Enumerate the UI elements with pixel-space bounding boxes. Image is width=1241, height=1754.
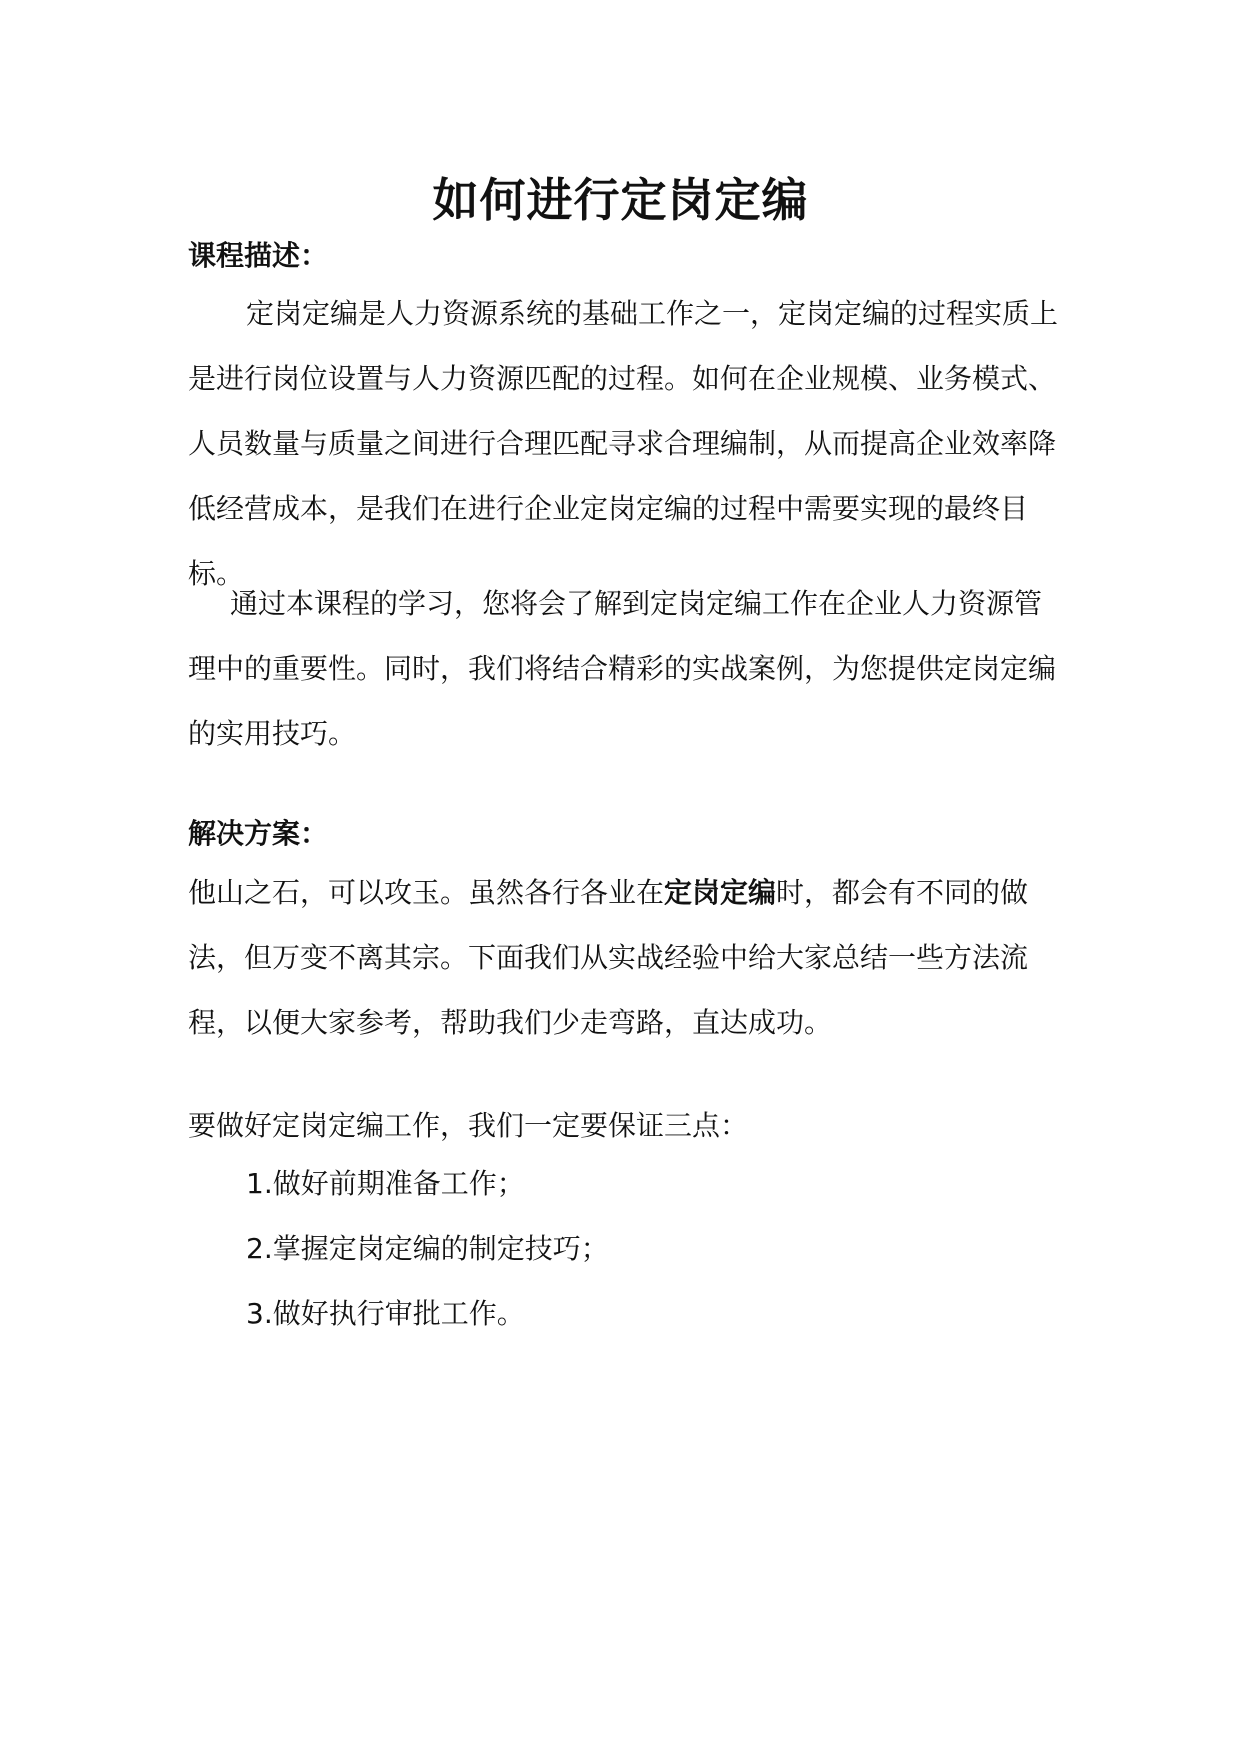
course-paragraph-2-block (188, 571, 1064, 766)
list-item: 2.掌握定岗定编的制定技巧； (246, 1232, 609, 1265)
course-heading: 课程描述： (188, 239, 329, 272)
solution-text-before: 他山之石，可以攻玉。虽然各行各业在 (188, 876, 665, 909)
solution-paragraph (188, 860, 1064, 1055)
course-section (188, 236, 1064, 276)
document-title: 如何进行定岗定编 (432, 173, 809, 227)
solution-heading: 解决方案： (188, 817, 329, 850)
list-item: 1.做好前期准备工作； (246, 1167, 525, 1200)
solution-text-after: 时，都会有不同的做法，但万变不离其宗。下面我们从实战经验中给大家总结一些方法流程，以便大家参考，帮助我们少走弯路，直达成功。 (188, 876, 1029, 1039)
solution-text-bold: 定岗定编 (664, 876, 777, 909)
course-paragraph-1: 定岗定编是人力资源系统的基础工作之一，定岗定编的过程实质上是进行岗位设置与人力资源匹配的过程。如何在企业规模、业务模式、人员数量与质量之间进行合理匹配寻求合理编制，从而提高企业效率降低经营成本，是我们在进行企业定岗定编的过程中需要实现的最终目标。 (188, 297, 1059, 590)
course-paragraph-2: 通过本课程的学习，您将会了解到定岗定编工作在企业人力资源管理中的重要性。同时，我们将结合精彩的实战案例，为您提供定岗定编的实用技巧。 (188, 587, 1057, 750)
list-item: 3.做好执行审批工作。 (246, 1297, 525, 1330)
solution-intro: 要做好定岗定编工作，我们一定要保证三点： (188, 1109, 749, 1142)
solution-section (188, 814, 1064, 854)
points-list (188, 1151, 1064, 1346)
solution-paragraph-block (188, 860, 1064, 1055)
course-paragraph-1-block (188, 281, 1064, 606)
solution-intro-block (188, 1093, 1064, 1158)
